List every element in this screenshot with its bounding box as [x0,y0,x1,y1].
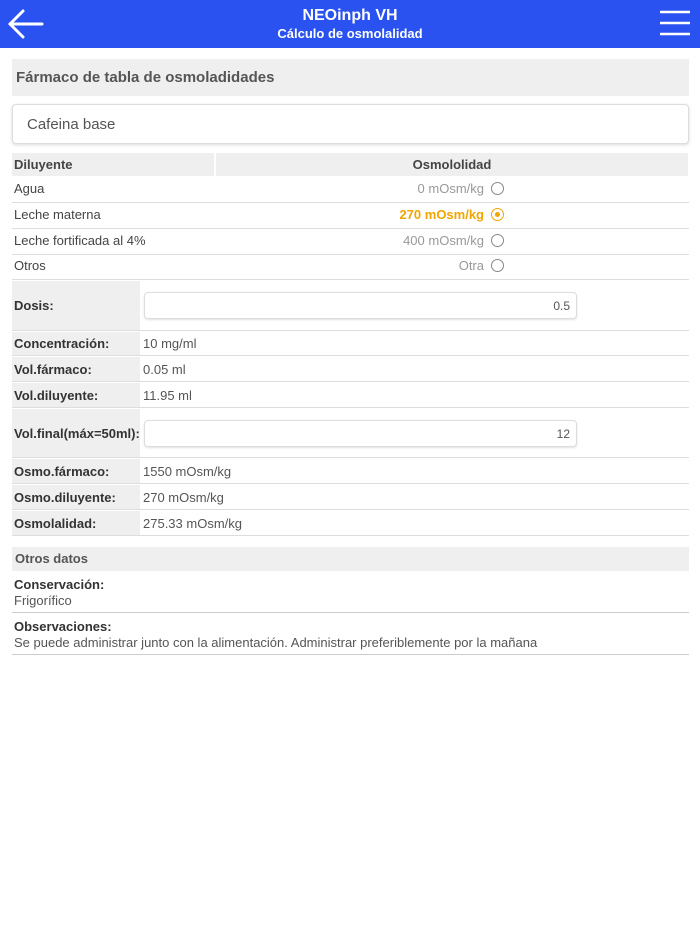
otros-datos-title: Otros datos [12,547,689,571]
vol-final-input[interactable]: 12 [144,420,577,447]
osmo-diluyente-row [12,485,689,510]
osmolalidad-label: Osmolalidad: [12,511,140,535]
conservacion-label: Conservación: [14,577,105,592]
diluent-osmolality: 0 mOsm/kg [417,181,484,196]
osmolality-column-header: Osmololidad [216,153,688,176]
vol-farmaco-label: Vol.fármaco: [12,357,140,381]
observaciones-label: Observaciones: [14,619,112,634]
osmolalidad-row [12,511,689,536]
concentracion-value: 10 mg/ml [143,336,197,351]
diluent-name: Agua [14,181,45,196]
app-header [0,0,700,48]
concentracion-label: Concentración: [12,332,140,355]
vol-final-row [12,409,689,458]
hamburger-menu-icon [658,8,692,38]
diluent-radio-otros[interactable] [491,259,504,272]
vol-farmaco-value: 0.05 ml [143,361,186,377]
diluent-radio-agua[interactable] [491,182,504,195]
observaciones-block [12,619,689,655]
diluent-name: Leche fortificada al 4% [14,233,146,248]
osmo-diluyente-value: 270 mOsm/kg [143,489,224,505]
diluent-row-leche-materna[interactable] [12,203,689,229]
vol-diluyente-label: Vol.diluyente: [12,383,140,407]
vol-diluyente-value: 11.95 ml [143,387,192,403]
concentracion-row [12,332,689,356]
diluent-osmolality: Otra [458,258,484,273]
drug-section-title: Fármaco de tabla de osmoladidades [12,59,689,96]
diluent-name: Otros [14,258,46,273]
diluent-column-header: Diluyente [12,153,214,176]
osmo-farmaco-row [12,459,689,484]
diluent-radio-leche-fortificada[interactable] [491,234,504,247]
dosis-label: Dosis: [12,281,140,330]
diluent-row-agua[interactable] [12,177,689,203]
page-subtitle: Cálculo de osmolalidad [277,26,423,41]
osmo-farmaco-label: Osmo.fármaco: [12,459,140,483]
vol-final-label: Vol.final(máx=50ml): [12,409,140,457]
menu-button[interactable] [658,8,692,38]
osmolalidad-value: 275.33 mOsm/kg [143,515,242,531]
vol-diluyente-row [12,383,689,408]
diluent-row-otros[interactable] [12,254,689,280]
osmo-farmaco-value: 1550 mOsm/kg [143,463,232,479]
osmo-diluyente-label: Osmo.diluyente: [12,485,140,509]
vol-farmaco-row [12,357,689,382]
drug-select-field[interactable]: Cafeina base [12,104,689,144]
dosis-input[interactable]: 0.5 [144,292,577,319]
diluent-osmolality: 270 mOsm/kg [399,207,484,222]
conservacion-block [12,577,689,613]
diluent-radio-leche-materna[interactable] [491,208,504,221]
dosis-row [12,281,689,331]
conservacion-value: Frigorífico [14,593,72,608]
diluent-name: Leche materna [14,207,101,222]
app-title: NEOinph VH [302,7,398,24]
observaciones-value: Se puede administrar junto con la alimentación. Administrar preferiblemente por la mañana [14,635,538,650]
diluent-row-leche-fortificada[interactable] [12,229,689,255]
diluent-osmolality: 400 mOsm/kg [403,233,484,248]
